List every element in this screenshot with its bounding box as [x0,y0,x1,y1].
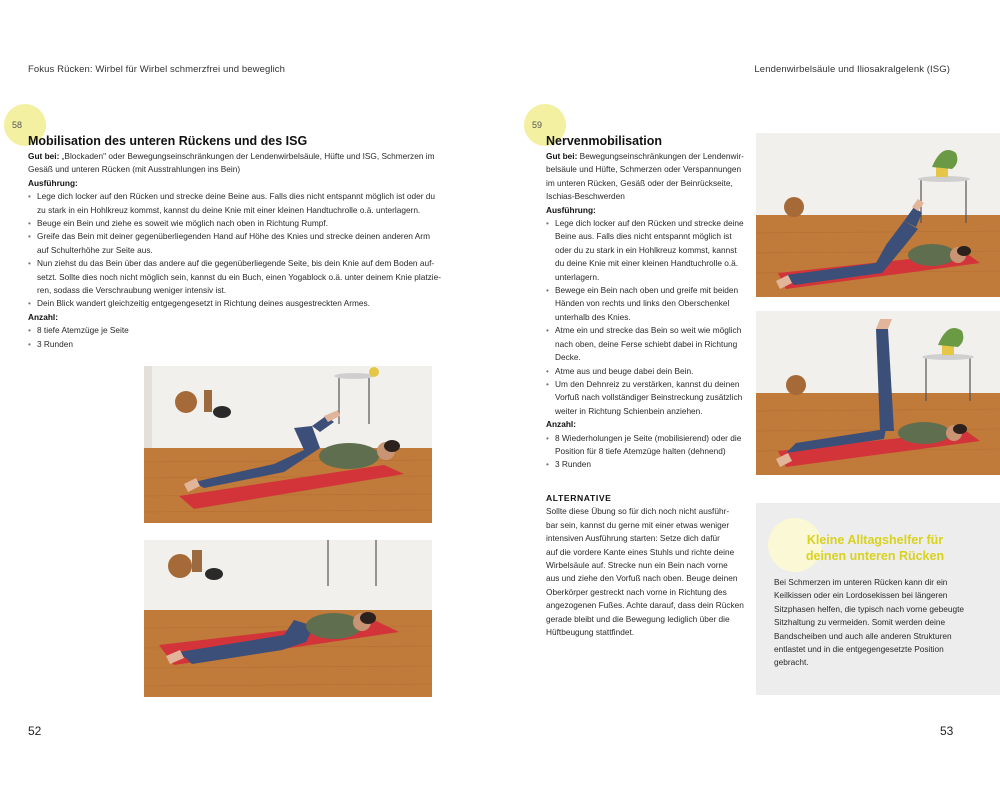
amount-item-left: • 8 tiefe Atemzüge je Seite [28,324,448,337]
indication-line: im unteren Rücken, Gesäß oder der Beinrückseite, [546,177,733,188]
execution-item-left [28,217,448,230]
tip-line: entlastet und in die entgegengesetzte Position [774,644,944,655]
execution-label-right: Ausführung: [546,204,596,215]
tip-line: Sitzhaltung zu vermeiden. Somit werden deine [774,617,946,628]
execution-item-right [546,284,750,324]
execution-line: Dein Blick wandert gleichzeitig entgegengesetzt in Richtung deines ausgestreckten Armes. [37,298,370,309]
tip-line: Keilkissen oder ein Lordosekissen bei längeren [774,590,948,601]
execution-line: Lege dich locker auf den Rücken und strecke deine [555,218,744,229]
execution-line: unterhalb des Knies. [555,311,631,322]
execution-line: Vorfuß nach vollständiger Beinstreckung zusätzlich [555,392,743,403]
exercise-body-left [28,150,448,351]
execution-line: Atme ein und strecke das Bein so weit wie möglich [555,325,742,336]
alternative-line: bar sein, kannst du gerne mit einer etwas weniger [546,519,730,530]
page-number-right: 53 [940,724,954,738]
execution-label-left: Ausführung: [28,177,78,188]
exercise-photo-twist-end [144,540,432,697]
running-head-right: Lendenwirbelsäule und Iliosakralgelenk (ISG) [754,64,950,75]
indication-label-left: Gut bei: [28,151,60,161]
amount-label-right: Anzahl: [546,419,576,430]
running-head-left: Fokus Rücken: Wirbel für Wirbel schmerzfrei und beweglich [28,64,286,75]
execution-line: du deine Knie mit einer kleinen Handtuchrolle o.ä. [555,258,739,269]
execution-list-right [546,217,750,418]
execution-item-left [28,297,448,310]
alternative-line: auf die vordere Kante eines Stuhls und richte deine [546,546,735,557]
amount-list-left [28,324,448,351]
execution-line: unterlagern. [555,271,600,282]
tip-line: Bandscheiben und auch alle anderen Strukturen [774,630,952,641]
execution-list-left [28,190,448,311]
amount-item-right [546,432,750,459]
tip-title-line: Kleine Alltagshelfer für [806,533,944,547]
amount-line: Position für 8 tiefe Atemzüge halten (dehnend) [555,445,726,456]
execution-line: auf Schulterhöhe zur Seite aus. [37,244,153,255]
exercise-photo-nerve-stretch [756,311,1000,475]
execution-line: oder du zu stark in ein Hohlkreuz kommst, kannst [555,244,737,255]
execution-line: Decke. [555,352,581,363]
execution-line: Beine aus. Falls dies nicht entspannt möglich ist [555,231,732,242]
alternative-line: aus und ziehe den Vorfuß nach oben. Beuge deinen [546,573,738,584]
indication-line: belsäule und Hüfte, Schmerzen oder Verspannungen [546,164,742,175]
amount-label-left: Anzahl: [28,311,58,322]
execution-line: zu stark in ein Hohlkreuz kommst, kannst du deine Knie mit einer kleinen Handtuchrolle o.ä. unterlagern. [37,204,421,215]
alternative-heading: ALTERNATIVE [546,493,612,503]
amount-item-left: • 3 Runden [28,338,448,351]
tip-line: Bei Schmerzen im unteren Rücken kann dir ein [774,577,948,587]
execution-line: Greife das Bein mit deiner gegenüberliegenden Hand auf Höhe des Knies und strecke deinen anderen Arm [37,231,430,242]
execution-line: Beuge ein Bein und ziehe es soweit wie möglich nach oben in Richtung Rumpf. [37,218,329,229]
execution-item-right [546,365,750,378]
tip-title-line: deinen unteren Rücken [805,549,945,563]
execution-line: weiter in Richtung Schienbein anziehen. [555,405,703,416]
amount-list-right [546,432,750,472]
alternative-line: Hüftbeugung stattfindet. [546,627,635,638]
indication-block-right [546,150,750,204]
execution-item-left [28,190,448,217]
execution-line: Lege dich locker auf den Rücken und strecke deine Beine aus. Falls dies nicht entspannt möglich ist oder du [37,191,436,202]
execution-line: nach oben, deine Ferse schiebt dabei in Richtung [555,338,738,349]
execution-item-left [28,230,448,257]
alternative-text [546,505,750,639]
amount-item-right [546,458,750,471]
indication-line-left-1: Gesäß und unteren Rücken (mit Ausstrahlungen ins Bein) [28,164,241,175]
indication-line: Bewegungseinschränkungen der Lendenwir- [579,151,744,161]
exercise-number-58: 58 [12,120,23,130]
indication-block-left [28,150,448,177]
alternative-line: Oberkörper gestreckt nach vorne in Richtung des [546,586,727,597]
execution-item-right [546,324,750,364]
page-number-left: 52 [28,724,42,738]
exercise-title-right: Nervenmobilisation [546,134,662,148]
exercise-body-right [546,150,750,472]
tip-line: Sitzphasen helfen, die typisch nach vorne gebeugte [774,603,965,614]
tip-line: gebracht. [774,657,809,668]
execution-line: Nun ziehst du das Bein über das andere auf die gegenüberliegende Seite, bis dein Knie auf dem Boden auf- [37,258,435,269]
execution-line: Händen von rechts und links den Oberschenkel [555,298,730,309]
tip-text [774,576,984,670]
exercise-photo-nerve-start [756,133,1000,297]
execution-item-right [546,217,750,284]
execution-item-right [546,378,750,418]
indication-label-right: Gut bei: [546,151,578,161]
alternative-line: Sollte diese Übung so für dich noch nicht ausführ- [546,506,730,517]
alternative-line: Wirbelsäule auf. Strecke nun ein Bein nach vorne [546,560,728,571]
execution-line: Atme aus und beuge dabei dein Bein. [555,365,694,376]
execution-item-left [28,257,448,297]
execution-line: ren, sodass die Verschraubung weniger intensiv ist. [37,285,227,296]
exercise-photo-twist-start [144,366,432,523]
indication-line: Ischias-Beschwerden [546,191,625,202]
exercise-title-left: Mobilisation des unteren Rückens und des ISG [28,134,308,148]
alternative-line: intensiven Ausführung starten: Setze dich dafür [546,533,720,544]
tip-title [770,532,980,564]
execution-line: Um den Dehnreiz zu verstärken, kannst du deinen [555,378,740,389]
alternative-line: gerade bleibt und die Bewegung lediglich über die [546,613,730,624]
execution-line: Bewege ein Bein nach oben und greife mit beiden [555,285,739,296]
alternative-block [546,492,750,639]
amount-line: 8 Wiederholungen je Seite (mobilisierend) oder die [555,432,742,443]
alternative-line: angezogenen Fußes. Achte darauf, dass dein Rücken [546,600,744,611]
indication-line-left-0: „Blockaden" oder Bewegungseinschränkungen der Lendenwirbelsäule, Hüfte und ISG, Schmerzen im [61,151,435,161]
exercise-number-59: 59 [532,120,543,130]
execution-line: setzt. Sollte dies noch nicht möglich sein, kannst du ein Buch, einen Yogablock o.ä. unter deinem Knie platzie- [37,271,442,282]
amount-line: 3 Runden [555,459,591,470]
